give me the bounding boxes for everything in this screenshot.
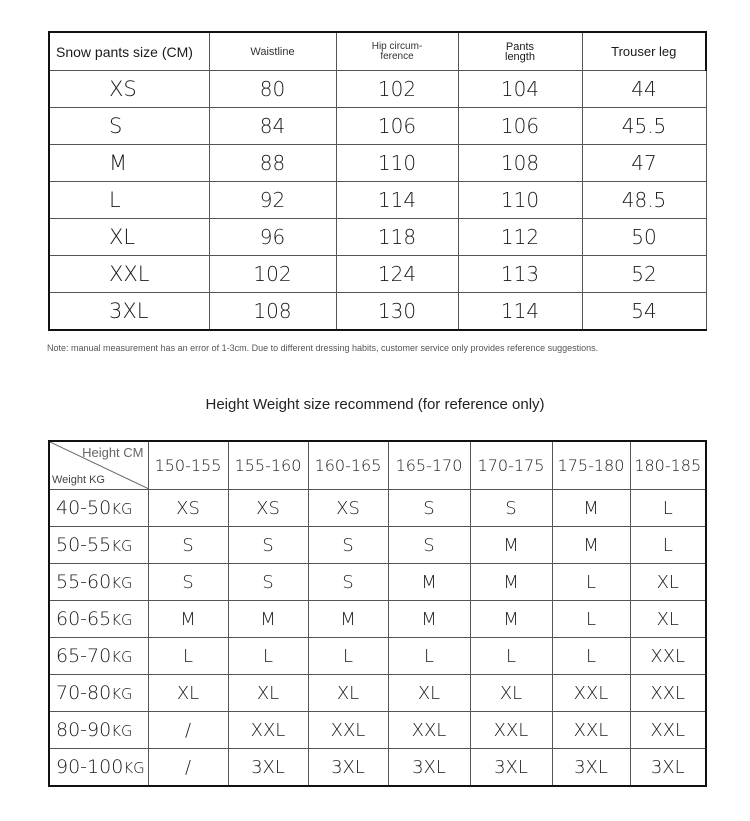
recommended-size-cell: L bbox=[470, 638, 552, 675]
recommended-size-cell: M bbox=[470, 564, 552, 601]
cell-size: M bbox=[49, 145, 209, 182]
weight-unit: KG bbox=[111, 500, 133, 518]
recommended-size-cell: L bbox=[552, 638, 630, 675]
cell-hip: 124 bbox=[336, 256, 458, 293]
cell-length: 106 bbox=[458, 108, 582, 145]
recommended-size-cell: XXL bbox=[630, 712, 706, 749]
cell-waist: 108 bbox=[209, 293, 336, 331]
corner-weight-label: Weight KG bbox=[52, 474, 105, 486]
cell-leg: 44 bbox=[582, 71, 706, 108]
recommended-size-cell: M bbox=[228, 601, 308, 638]
recommended-size-cell: XS bbox=[308, 490, 388, 527]
weight-unit: KG bbox=[111, 722, 133, 740]
recommended-size-cell: XL bbox=[148, 675, 228, 712]
recommended-size-cell: XL bbox=[388, 675, 470, 712]
weight-range-value: 65-70 bbox=[56, 645, 112, 667]
recommended-size-cell: S bbox=[228, 564, 308, 601]
size-row bbox=[49, 293, 706, 331]
recommended-size-cell: M bbox=[388, 564, 470, 601]
recommended-size-cell: 3XL bbox=[228, 749, 308, 787]
recommended-size-cell: S bbox=[388, 527, 470, 564]
weight-unit: KG bbox=[123, 759, 145, 777]
cell-waist: 102 bbox=[209, 256, 336, 293]
height-range-header: 175-180 bbox=[552, 441, 630, 490]
cell-size: XL bbox=[49, 219, 209, 256]
height-range-header: 170-175 bbox=[470, 441, 552, 490]
recommended-size-cell: / bbox=[148, 712, 228, 749]
recommended-size-cell: L bbox=[630, 527, 706, 564]
cell-length: 108 bbox=[458, 145, 582, 182]
weight-unit: KG bbox=[111, 648, 133, 666]
weight-range-cell bbox=[49, 527, 148, 564]
cell-hip: 118 bbox=[336, 219, 458, 256]
cell-size: 3XL bbox=[49, 293, 209, 331]
cell-length: 112 bbox=[458, 219, 582, 256]
corner-cell bbox=[49, 441, 148, 490]
cell-length: 113 bbox=[458, 256, 582, 293]
recommended-size-cell: M bbox=[148, 601, 228, 638]
weight-row bbox=[49, 490, 706, 527]
cell-waist: 88 bbox=[209, 145, 336, 182]
recommended-size-cell: XL bbox=[228, 675, 308, 712]
cell-leg: 47 bbox=[582, 145, 706, 182]
height-range-header: 160-165 bbox=[308, 441, 388, 490]
cell-leg: 52 bbox=[582, 256, 706, 293]
header-hip-line1: Hip circum- bbox=[371, 40, 423, 52]
height-range-header: 165-170 bbox=[388, 441, 470, 490]
size-chart-table bbox=[48, 31, 707, 331]
cell-length: 104 bbox=[458, 71, 582, 108]
cell-leg: 50 bbox=[582, 219, 706, 256]
recommended-size-cell: XXL bbox=[470, 712, 552, 749]
recommended-size-cell: XL bbox=[308, 675, 388, 712]
recommended-size-cell: S bbox=[148, 527, 228, 564]
height-weight-table bbox=[48, 440, 707, 787]
size-row bbox=[49, 108, 706, 145]
weight-range-value: 90-100 bbox=[56, 756, 124, 778]
recommended-size-cell: M bbox=[308, 601, 388, 638]
weight-row bbox=[49, 712, 706, 749]
recommended-size-cell: S bbox=[228, 527, 308, 564]
recommended-size-cell: L bbox=[228, 638, 308, 675]
recommended-size-cell: XXL bbox=[630, 675, 706, 712]
height-range-header: 155-160 bbox=[228, 441, 308, 490]
weight-unit: KG bbox=[111, 611, 133, 629]
cell-hip: 114 bbox=[336, 182, 458, 219]
recommended-size-cell: S bbox=[308, 564, 388, 601]
cell-waist: 96 bbox=[209, 219, 336, 256]
cell-size: L bbox=[49, 182, 209, 219]
header-trouser-leg: Trouser leg bbox=[582, 32, 706, 71]
weight-range-cell bbox=[49, 490, 148, 527]
weight-unit: KG bbox=[111, 574, 133, 592]
recommended-size-cell: S bbox=[388, 490, 470, 527]
cell-waist: 84 bbox=[209, 108, 336, 145]
weight-range-cell bbox=[49, 712, 148, 749]
recommended-size-cell: XXL bbox=[308, 712, 388, 749]
size-row bbox=[49, 256, 706, 293]
header-hip-line2: ference bbox=[380, 50, 414, 62]
weight-range-cell bbox=[49, 564, 148, 601]
recommended-size-cell: L bbox=[308, 638, 388, 675]
recommended-size-cell: XL bbox=[470, 675, 552, 712]
height-range-header: 150-155 bbox=[148, 441, 228, 490]
weight-range-value: 80-90 bbox=[56, 719, 112, 741]
cell-length: 114 bbox=[458, 293, 582, 331]
recommended-size-cell: L bbox=[148, 638, 228, 675]
recommended-size-cell: M bbox=[470, 527, 552, 564]
cell-waist: 80 bbox=[209, 71, 336, 108]
recommended-size-cell: XXL bbox=[228, 712, 308, 749]
cell-hip: 106 bbox=[336, 108, 458, 145]
recommended-size-cell: M bbox=[388, 601, 470, 638]
cell-leg: 54 bbox=[582, 293, 706, 331]
weight-row bbox=[49, 638, 706, 675]
cell-leg: 48.5 bbox=[582, 182, 706, 219]
recommended-size-cell: XXL bbox=[388, 712, 470, 749]
weight-range-value: 70-80 bbox=[56, 682, 112, 704]
weight-range-cell bbox=[49, 638, 148, 675]
recommended-size-cell: L bbox=[552, 601, 630, 638]
weight-row bbox=[49, 749, 706, 787]
weight-range-value: 50-55 bbox=[56, 534, 112, 556]
size-row bbox=[49, 219, 706, 256]
header-hip bbox=[336, 32, 458, 71]
cell-leg: 45.5 bbox=[582, 108, 706, 145]
header-pants-length bbox=[458, 32, 582, 71]
recommended-size-cell: XXL bbox=[552, 675, 630, 712]
cell-hip: 102 bbox=[336, 71, 458, 108]
cell-hip: 130 bbox=[336, 293, 458, 331]
weight-range-cell bbox=[49, 749, 148, 787]
recommended-size-cell: M bbox=[552, 527, 630, 564]
recommended-size-cell: XL bbox=[630, 601, 706, 638]
weight-row bbox=[49, 527, 706, 564]
weight-unit: KG bbox=[111, 685, 133, 703]
weight-range-cell bbox=[49, 601, 148, 638]
recommended-size-cell: M bbox=[552, 490, 630, 527]
recommended-size-cell: S bbox=[308, 527, 388, 564]
weight-range-value: 55-60 bbox=[56, 571, 112, 593]
recommended-size-cell: / bbox=[148, 749, 228, 787]
recommended-size-cell: S bbox=[470, 490, 552, 527]
weight-range-value: 60-65 bbox=[56, 608, 112, 630]
header-size: Snow pants size (CM) bbox=[49, 32, 209, 71]
recommended-size-cell: XL bbox=[630, 564, 706, 601]
cell-waist: 92 bbox=[209, 182, 336, 219]
height-range-header: 180-185 bbox=[630, 441, 706, 490]
recommended-size-cell: S bbox=[148, 564, 228, 601]
weight-row bbox=[49, 675, 706, 712]
weight-row bbox=[49, 601, 706, 638]
height-header-row bbox=[49, 441, 706, 490]
recommended-size-cell: L bbox=[552, 564, 630, 601]
header-pants-line1: Pants bbox=[505, 40, 535, 53]
cell-size: XS bbox=[49, 71, 209, 108]
recommended-size-cell: 3XL bbox=[308, 749, 388, 787]
recommended-size-cell: XXL bbox=[630, 638, 706, 675]
recommended-size-cell: 3XL bbox=[630, 749, 706, 787]
recommended-size-cell: 3XL bbox=[388, 749, 470, 787]
header-pants-line2: length bbox=[505, 50, 535, 63]
recommended-size-cell: 3XL bbox=[470, 749, 552, 787]
cell-hip: 110 bbox=[336, 145, 458, 182]
cell-length: 110 bbox=[458, 182, 582, 219]
recommended-size-cell: 3XL bbox=[552, 749, 630, 787]
measurement-note: Note: manual measurement has an error of 1-3cm. Due to different dressing habits, customer service only provides reference suggestions. bbox=[47, 343, 599, 353]
cell-size: S bbox=[49, 108, 209, 145]
recommended-size-cell: XS bbox=[148, 490, 228, 527]
recommended-size-cell: L bbox=[630, 490, 706, 527]
recommended-size-cell: L bbox=[388, 638, 470, 675]
weight-row bbox=[49, 564, 706, 601]
weight-unit: KG bbox=[111, 537, 133, 555]
size-chart-header-row bbox=[49, 32, 706, 71]
size-row bbox=[49, 71, 706, 108]
size-row bbox=[49, 182, 706, 219]
corner-height-label: Height CM bbox=[82, 445, 144, 460]
cell-size: XXL bbox=[49, 256, 209, 293]
header-waistline: Waistline bbox=[209, 32, 336, 71]
recommend-title: Height Weight size recommend (for reference only) bbox=[205, 396, 545, 413]
size-row bbox=[49, 145, 706, 182]
recommended-size-cell: XXL bbox=[552, 712, 630, 749]
recommended-size-cell: M bbox=[470, 601, 552, 638]
weight-range-value: 40-50 bbox=[56, 497, 112, 519]
weight-range-cell bbox=[49, 675, 148, 712]
recommended-size-cell: XS bbox=[228, 490, 308, 527]
